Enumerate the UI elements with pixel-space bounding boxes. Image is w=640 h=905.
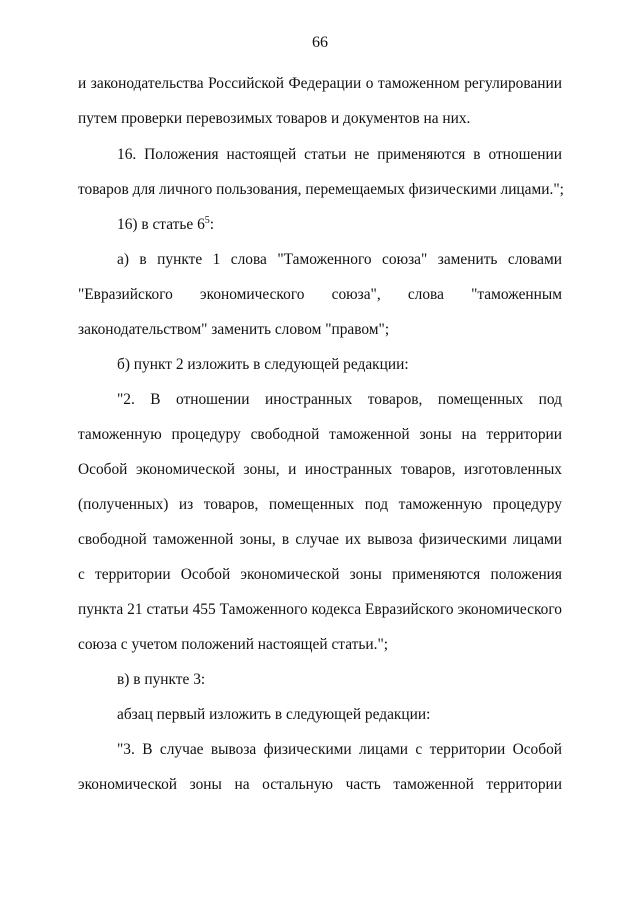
text-line: законодательством" заменить словом "правом"; (78, 321, 390, 338)
text-line: Особой экономической зоны, и иностранных товаров, изготовленных (78, 461, 562, 478)
page-number: 66 (312, 34, 328, 51)
text-segment: : (209, 216, 215, 233)
text-line: союза с учетом положений настоящей статьи."; (78, 636, 389, 653)
text-line: абзац первый изложить в следующей редакции: (117, 706, 431, 723)
text-line: пункта 21 статьи 455 Таможенного кодекса Евразийского экономического (78, 601, 562, 618)
text-line: (полученных) из товаров, помещенных под таможенную процедуру (78, 496, 562, 513)
text-line: "Евразийского экономического союза", слова "таможенным (78, 286, 562, 303)
text-line: в) в пункте 3: (117, 671, 206, 688)
text-line: 16. Положения настоящей статьи не применяются в отношении (117, 146, 562, 163)
text-segment: 16) в статье 6 (117, 216, 205, 233)
text-line: таможенную процедуру свободной таможенной зоны на территории (78, 426, 562, 443)
text-line: б) пункт 2 изложить в следующей редакции: (117, 356, 409, 373)
text-line: "3. В случае вывоза физическими лицами с территории Особой (117, 741, 562, 758)
text-line-superscript (117, 215, 562, 235)
text-line: "2. В отношении иностранных товаров, помещенных под (117, 391, 562, 408)
text-line: путем проверки перевозимых товаров и документов на них. (78, 110, 471, 127)
text-line: товаров для личного пользования, перемещаемых физическими лицами."; (78, 181, 564, 198)
text-line: и законодательства Российской Федерации о таможенном регулировании (78, 75, 562, 92)
text-line: свободной таможенной зоны, в случае их вывоза физическими лицами (78, 531, 562, 548)
text-line: экономической зоны на остальную часть таможенной территории (78, 776, 562, 793)
superscript: 5 (204, 215, 210, 226)
text-line: с территории Особой экономической зоны применяются положения (78, 566, 562, 583)
text-line: а) в пункте 1 слова "Таможенного союза" заменить словами (117, 251, 562, 268)
